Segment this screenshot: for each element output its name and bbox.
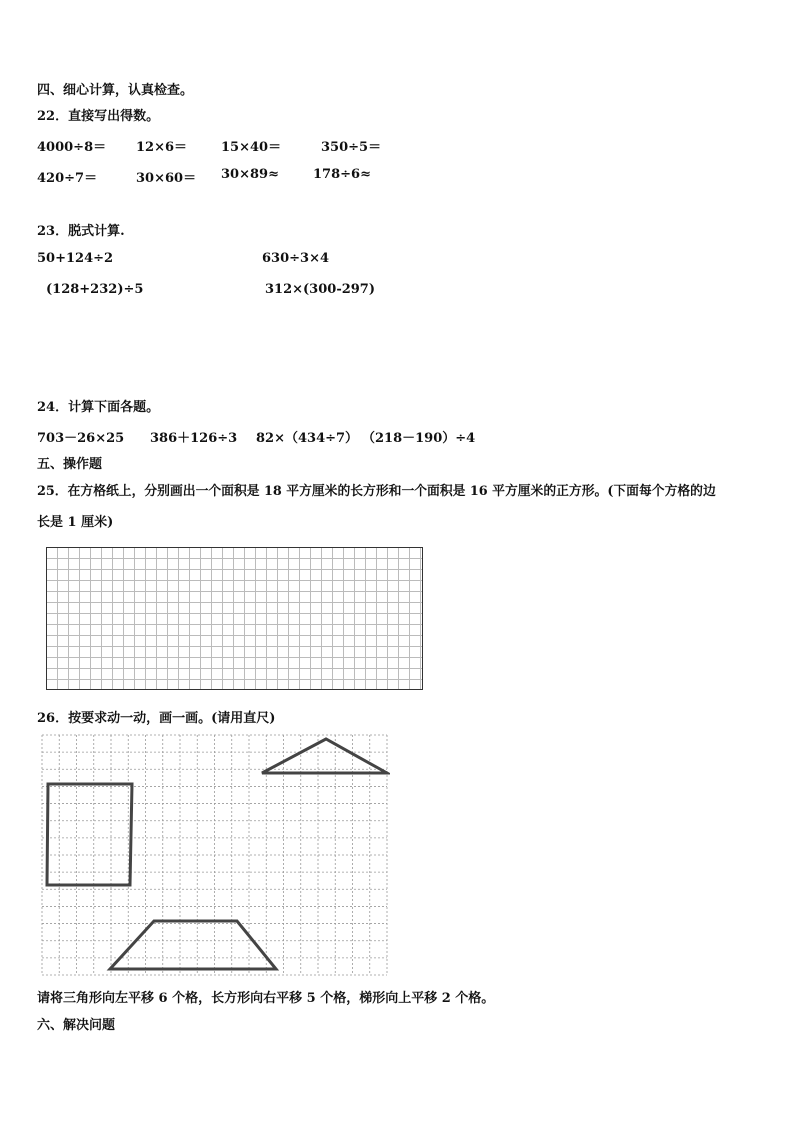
q23-item: 630÷3×4 xyxy=(262,251,330,266)
section-4-heading: 四、细心计算，认真检查。 xyxy=(37,83,194,98)
q22-item: 350÷5＝ xyxy=(321,140,382,155)
q25-text-line1: 25．在方格纸上，分别画出一个面积是 18 平方厘米的长方形和一个面积是 16 平方厘米的正方形。(下面每个方格的边 xyxy=(37,484,716,499)
section-5-heading: 五、操作题 xyxy=(37,457,103,472)
q23-title: 23．脱式计算. xyxy=(37,224,125,239)
q26-rectangle[interactable] xyxy=(47,784,132,885)
q26-instruction: 请将三角形向左平移 6 个格，长方形向右平移 5 个格，梯形向上平移 2 个格。 xyxy=(37,991,495,1006)
q26-triangle[interactable] xyxy=(262,739,387,773)
q23-item: 312×(300-297) xyxy=(265,282,375,297)
q22-item: 12×6＝ xyxy=(136,140,188,155)
q24-title: 24．计算下面各题。 xyxy=(37,400,160,415)
q22-item: 30×60＝ xyxy=(136,171,197,186)
q22-item: 15×40＝ xyxy=(221,140,282,155)
q25-grid-paper[interactable] xyxy=(46,547,423,690)
section-6-heading: 六、解决问题 xyxy=(37,1018,116,1033)
q24-item: 82×（434÷7） xyxy=(256,431,359,446)
q23-item: 50+124÷2 xyxy=(37,251,114,266)
q22-item: 420÷7＝ xyxy=(37,171,98,186)
q23-item: (128+232)÷5 xyxy=(46,282,144,297)
q26-title: 26．按要求动一动，画一画。(请用直尺) xyxy=(37,711,276,726)
q22-item: 4000÷8＝ xyxy=(37,140,107,155)
q22-item: 178÷6≈ xyxy=(313,167,371,182)
q24-item: 703－26×25 xyxy=(37,431,125,446)
q22-title: 22．直接写出得数。 xyxy=(37,109,160,124)
q26-grid[interactable] xyxy=(40,733,390,978)
q26-grid-lines xyxy=(42,735,387,975)
q24-item: （218－190）÷4 xyxy=(362,431,476,446)
q22-item: 30×89≈ xyxy=(221,167,279,182)
q24-item: 386＋126÷3 xyxy=(150,431,238,446)
q26-trapezoid[interactable] xyxy=(110,921,276,969)
q25-text-line2: 长是 1 厘米) xyxy=(37,515,114,530)
